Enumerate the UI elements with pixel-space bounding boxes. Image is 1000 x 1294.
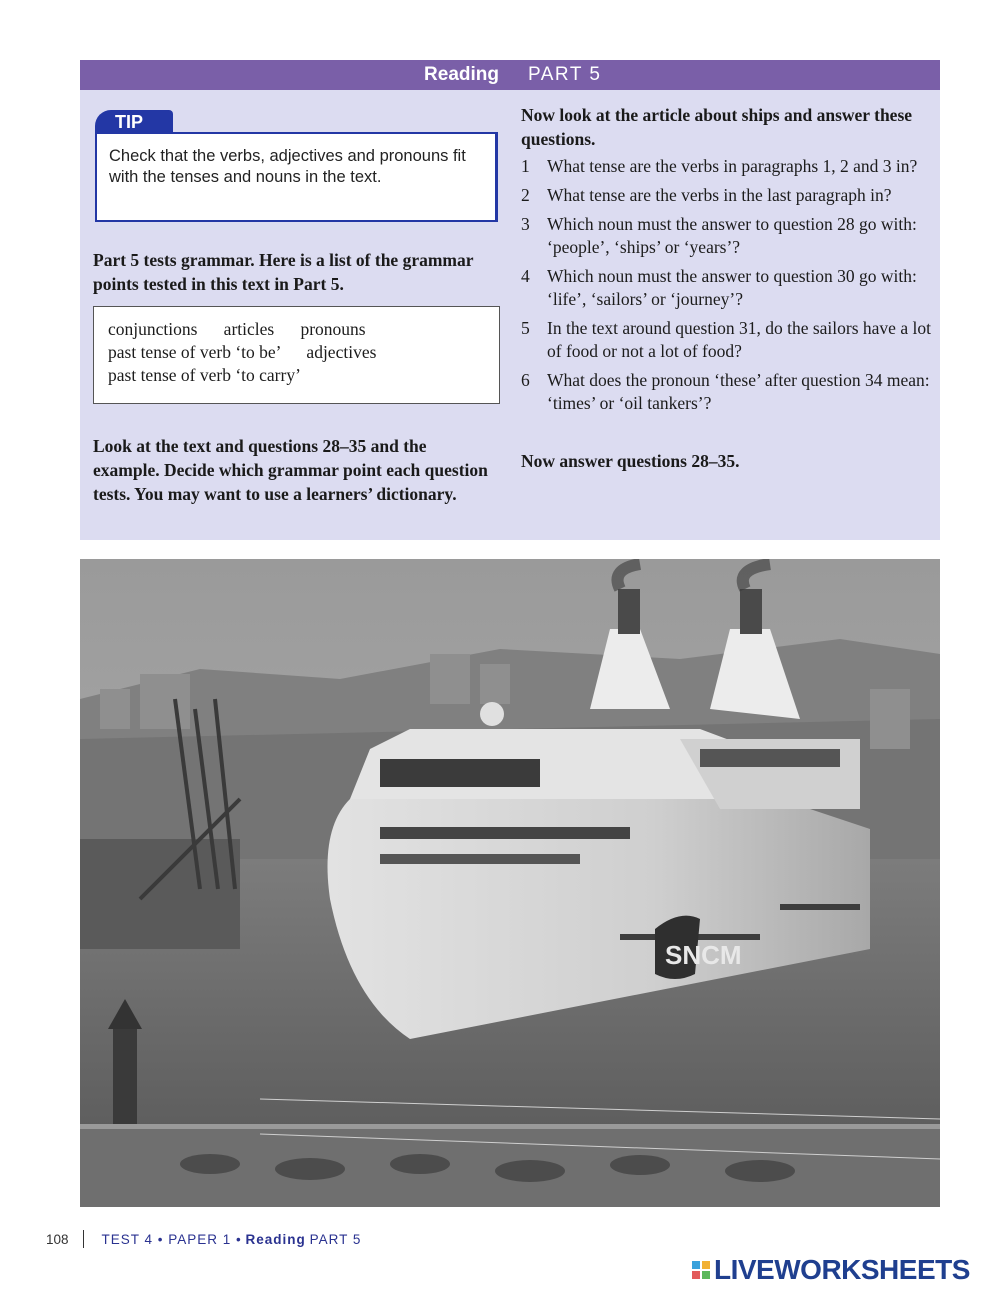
tip-label: TIP [95, 110, 173, 134]
brand-name: LIVEWORKSHEETS [714, 1254, 970, 1285]
question-number: 4 [521, 266, 530, 286]
question-number: 1 [521, 156, 530, 176]
question-number: 2 [521, 185, 530, 205]
question-item [521, 265, 931, 311]
tip-box [95, 132, 498, 222]
section-header-bar [80, 60, 940, 90]
question-number: 6 [521, 370, 530, 390]
question-text: Which noun must the answer to question 28 go with: ‘people’, ‘ships’ or ‘years’? [547, 214, 917, 257]
grammar-points-line: past tense of verb ‘to be’ adjectives [108, 342, 377, 362]
logo-square [692, 1271, 700, 1279]
footer-section: Reading [245, 1231, 306, 1247]
questions-closing: Now answer questions 28–35. [521, 451, 740, 471]
question-item [521, 317, 931, 363]
question-text: What tense are the verbs in paragraphs 1, 2 and 3 in? [547, 156, 918, 176]
logo-square [702, 1261, 710, 1269]
ship-photo-illustration [80, 559, 940, 1207]
question-number: 5 [521, 318, 530, 338]
question-text: Which noun must the answer to question 30 go with: ‘life’, ‘sailors’ or ‘journey’? [547, 266, 917, 309]
logo-grid-icon [692, 1261, 710, 1279]
question-item [521, 369, 931, 415]
instruction-paragraph: Look at the text and questions 28–35 and the example. Decide which grammar point each question tests. You may want to use a learners’ dictionary. [93, 436, 488, 504]
question-list [521, 155, 931, 421]
footer-test-label: TEST 4 • PAPER 1 • [101, 1231, 242, 1247]
ship-hull-logo: SNCM [665, 940, 742, 970]
page-number: 108 [46, 1231, 69, 1247]
grammar-points-line: past tense of verb ‘to carry’ [108, 365, 301, 385]
grammar-points-box [93, 306, 500, 404]
logo-square [692, 1261, 700, 1269]
question-text: What does the pronoun ‘these’ after question 34 mean: ‘times’ or ‘oil tankers’? [547, 370, 930, 413]
header-part-label: PART 5 [528, 64, 602, 85]
question-item [521, 213, 931, 259]
ship-photo [80, 559, 940, 1207]
grammar-points-line: conjunctions articles pronouns [108, 319, 366, 339]
tip-text: Check that the verbs, adjectives and pronouns fit with the tenses and nouns in the text. [109, 147, 466, 186]
logo-square [702, 1271, 710, 1279]
footer-divider [83, 1230, 84, 1248]
intro-paragraph: Part 5 tests grammar. Here is a list of the grammar points tested in this text in Part 5. [93, 250, 474, 294]
question-item [521, 155, 931, 178]
footer-part: PART 5 [309, 1231, 362, 1247]
page-footer [46, 1229, 361, 1249]
question-text: What tense are the verbs in the last paragraph in? [547, 185, 892, 205]
liveworksheets-logo [692, 1255, 970, 1285]
header-section-title: Reading [424, 64, 499, 85]
question-number: 3 [521, 214, 530, 234]
question-text: In the text around question 31, do the sailors have a lot of food or not a lot of food? [547, 318, 931, 361]
question-item [521, 184, 931, 207]
questions-heading: Now look at the article about ships and answer these questions. [521, 105, 913, 149]
